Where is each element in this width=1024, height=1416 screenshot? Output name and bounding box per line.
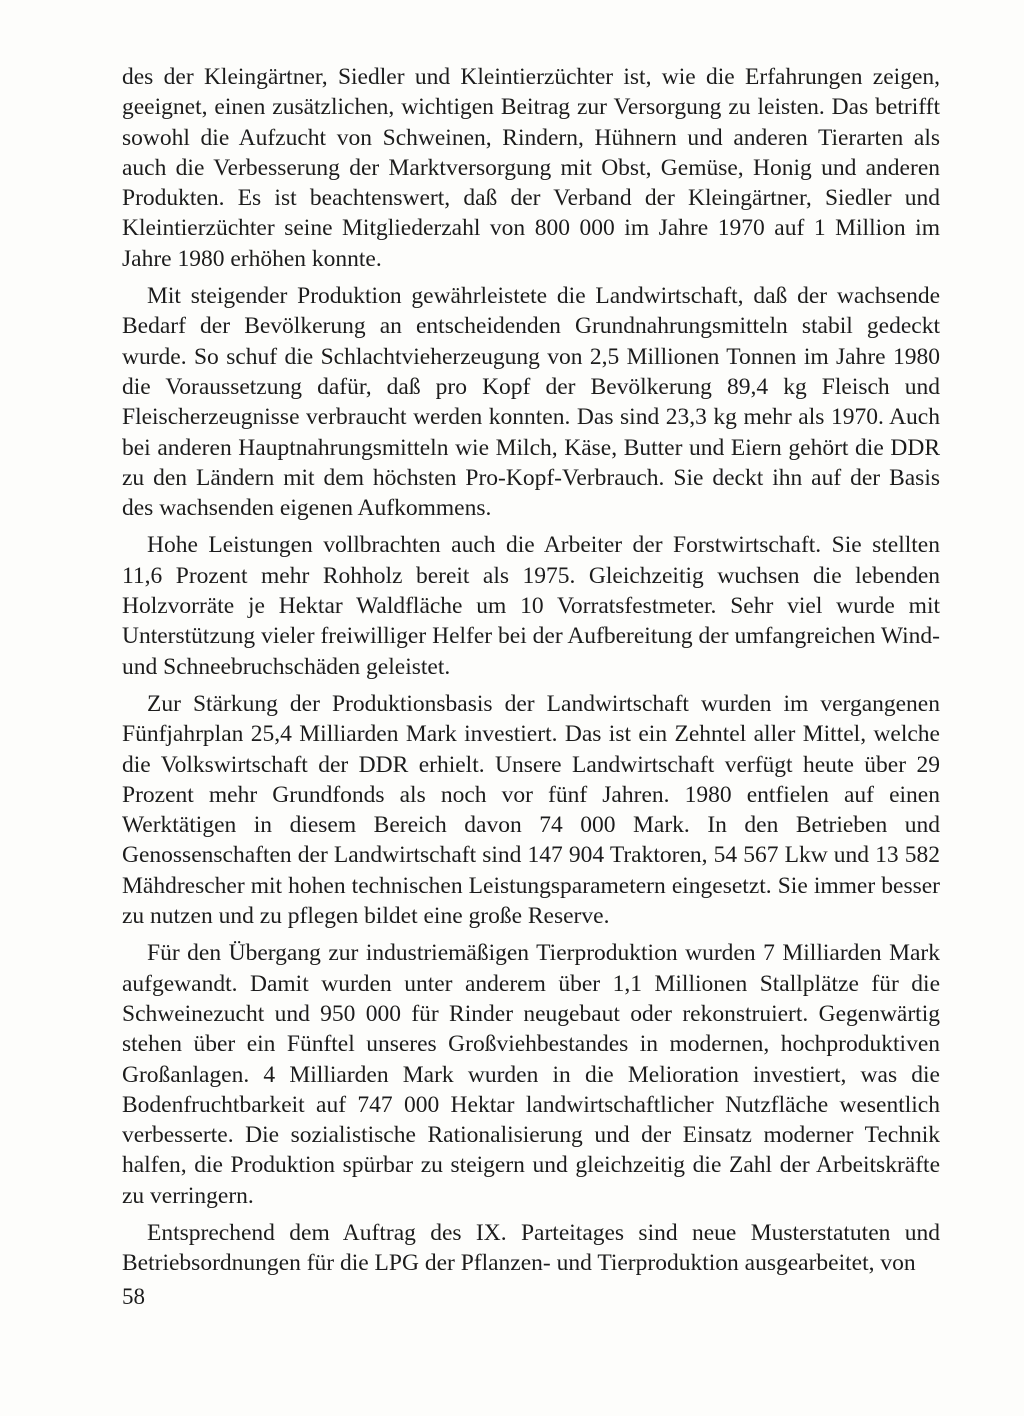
- paragraph-5: Für den Übergang zur industriemäßigen Tierproduktion wurden 7 Milliarden Mark aufgewandt. Damit wurden unter anderem über 1,1 Millionen Stallplätze für die Schweinezucht und 950 000 für Rinder neugebaut oder rekonstruiert. Gegenwärtig stehen über ein Fünftel unseres Großviehbestandes in modernen, hochproduktiven Großanlagen. 4 Milliarden Mark wurden in die Melioration investiert, was die Bodenfruchtbarkeit auf 747 000 Hektar landwirtschaftlicher Nutzfläche wesentlich verbesserte. Die sozialistische Rationalisierung und der Einsatz moderner Technik halfen, die Produktion spürbar zu steigern und gleichzeitig die Zahl der Arbeitskräfte zu verringern.: [122, 940, 940, 1209]
- paragraph-2: Mit steigender Produktion gewährleistete die Landwirtschaft, daß der wachsende Bedarf der Bevölkerung an entscheidenden Grundnahrungsmitteln stabil gedeckt wurde. So schuf die Schlachtvieherzeugung von 2,5 Millionen Tonnen im Jahre 1980 die Voraussetzung dafür, daß pro Kopf der Bevölkerung 89,4 kg Fleisch und Fleischerzeugnisse verbraucht werden konnten. Das sind 23,3 kg mehr als 1970. Auch bei anderen Hauptnahrungsmitteln wie Milch, Käse, Butter und Eiern gehört die DDR zu den Ländern mit dem höchsten Pro-Kopf-Verbrauch. Sie deckt ihn auf der Basis des wachsenden eigenen Aufkommens.: [122, 283, 940, 522]
- paragraph-6: Entsprechend dem Auftrag des IX. Parteitages sind neue Musterstatuten und Betriebsordnungen für die LPG der Pflanzen- und Tierproduktion ausgearbeitet, von: [122, 1219, 940, 1277]
- paragraph-4: Zur Stärkung der Produktionsbasis der Landwirtschaft wurden im vergangenen Fünfjahrplan 25,4 Milliarden Mark investiert. Das ist ein Zehntel aller Mittel, welche die Volkswirtschaft der DDR erhielt. Unsere Landwirtschaft verfügt heute über 29 Prozent mehr Grundfonds als noch vor fünf Jahren. 1980 entfielen auf einen Werktätigen in diesem Bereich davon 74 000 Mark. In den Betrieben und Genossenschaften der Landwirtschaft sind 147 904 Traktoren, 54 567 Lkw und 13 582 Mähdrescher mit hohen technischen Leistungsparametern eingesetzt. Sie immer besser zu nutzen und zu pflegen bildet eine große Reserve.: [122, 690, 940, 930]
- paragraph-1: des der Kleingärtner, Siedler und Kleintierzüchter ist, wie die Erfahrungen zeigen, geeignet, einen zusätzlichen, wichtigen Beitrag zur Versorgung zu leisten. Das betrifft sowohl die Aufzucht von Schweinen, Rindern, Hühnern und anderen Tierarten als auch die Verbesserung der Marktversorgung mit Obst, Gemüse, Honig und anderen Produkten. Es ist beachtenswert, daß der Verband der Kleingärtner, Siedler und Kleintierzüchter seine Mitgliederzahl von 800 000 im Jahre 1970 auf 1 Million im Jahre 1980 erhöhen konnte.: [122, 64, 940, 272]
- body-text: [122, 62, 940, 1286]
- page-number: 58: [122, 1284, 145, 1309]
- paragraph-3: Hohe Leistungen vollbrachten auch die Arbeiter der Forstwirtschaft. Sie stellten 11,6 Prozent mehr Rohholz bereit als 1975. Gleichzeitig wuchsen die lebenden Holzvorräte je Hektar Waldfläche um 10 Vorratsfestmeter. Sehr viel wurde mit Unterstützung vieler freiwilliger Helfer bei der Aufbereitung der umfangreichen Wind- und Schneebruchschäden geleistet.: [122, 532, 940, 680]
